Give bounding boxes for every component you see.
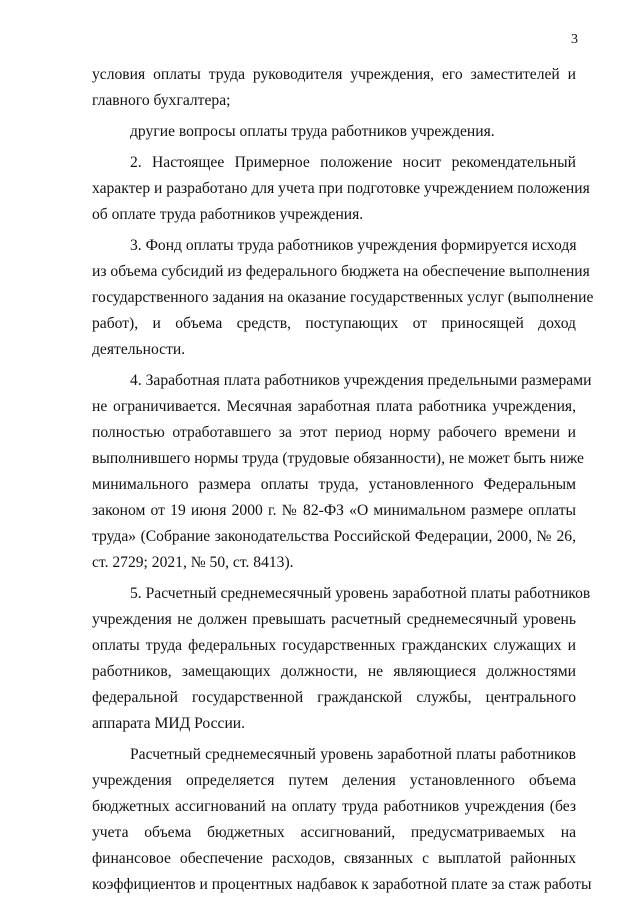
text-line: условия оплаты труда руководителя учреждения, его заместителей и [92, 66, 576, 83]
paragraph-item-4 [92, 368, 592, 576]
page-number: 3 [571, 32, 578, 47]
text-line: 2. Настоящее Примерное положение носит рекомендательный [130, 154, 576, 171]
text-line: деятельности. [92, 341, 186, 358]
text-line: 4. Заработная плата работников учреждения предельными размерами [130, 372, 592, 389]
text-line: аппарата МИД России. [92, 715, 246, 732]
text-line: главного бухгалтера; [92, 92, 231, 109]
paragraph-salary-conditions [92, 62, 576, 114]
text-line: не ограничивается. Месячная заработная плата работника учреждения, [92, 398, 576, 415]
text-line: учреждения определяется путем деления установленного объема [92, 772, 576, 789]
paragraph-item-2 [92, 150, 590, 228]
text-line: 5. Расчетный среднемесячный уровень заработной платы работников [130, 585, 591, 602]
text-line: полностью отработавшего за этот период норму рабочего времени и [92, 424, 576, 441]
text-line: ст. 2729; 2021, № 50, ст. 8413). [92, 554, 294, 571]
document-body [92, 62, 594, 903]
text-line: учета объема бюджетных ассигнований, предусматриваемых на [92, 824, 576, 841]
text-line: работников, замещающих должности, не являющиеся должностями [92, 663, 576, 680]
text-line: Расчетный среднемесячный уровень заработной платы работников [130, 746, 576, 763]
text-line: выполнившего нормы труда (трудовые обязанности), не может быть ниже [92, 450, 584, 467]
text-line: другие вопросы оплаты труда работников учреждения. [130, 123, 495, 140]
text-line: государственного задания на оказание государственных услуг (выполнение [92, 289, 594, 306]
text-line: труда» (Собрание законодательства Российской Федерации, 2000, № 26, [92, 528, 576, 545]
paragraph-calculation-method [92, 742, 592, 898]
text-line: финансовое обеспечение расходов, связанных с выплатой районных [92, 850, 576, 867]
text-line: минимального размера оплаты труда, установленного Федеральным [92, 476, 576, 493]
text-line: федеральной государственной гражданской службы, центрального [92, 689, 576, 706]
text-line: учреждения не должен превышать расчетный среднемесячный уровень [92, 611, 576, 628]
text-line: из объема субсидий из федерального бюджета на обеспечение выполнения [92, 263, 590, 280]
paragraph-item-3 [92, 233, 594, 363]
text-line: 3. Фонд оплаты труда работников учреждения формируется исходя [130, 237, 577, 254]
text-line: бюджетных ассигнований на оплату труда работников учреждения (без [92, 798, 576, 815]
text-line: работ), и объема средств, поступающих от приносящей доход [92, 315, 576, 332]
text-line: об оплате труда работников учреждения. [92, 206, 364, 223]
text-line: законом от 19 июня 2000 г. № 82-ФЗ «О минимальном размере оплаты [92, 502, 576, 519]
paragraph-item-5 [92, 581, 591, 737]
text-line: оплаты труда федеральных государственных гражданских служащих и [92, 637, 576, 654]
text-line: коэффициентов и процентных надбавок к заработной плате за стаж работы [92, 876, 592, 893]
paragraph-other-questions [92, 119, 576, 145]
text-line: характер и разработано для учета при подготовке учреждением положения [92, 180, 590, 197]
